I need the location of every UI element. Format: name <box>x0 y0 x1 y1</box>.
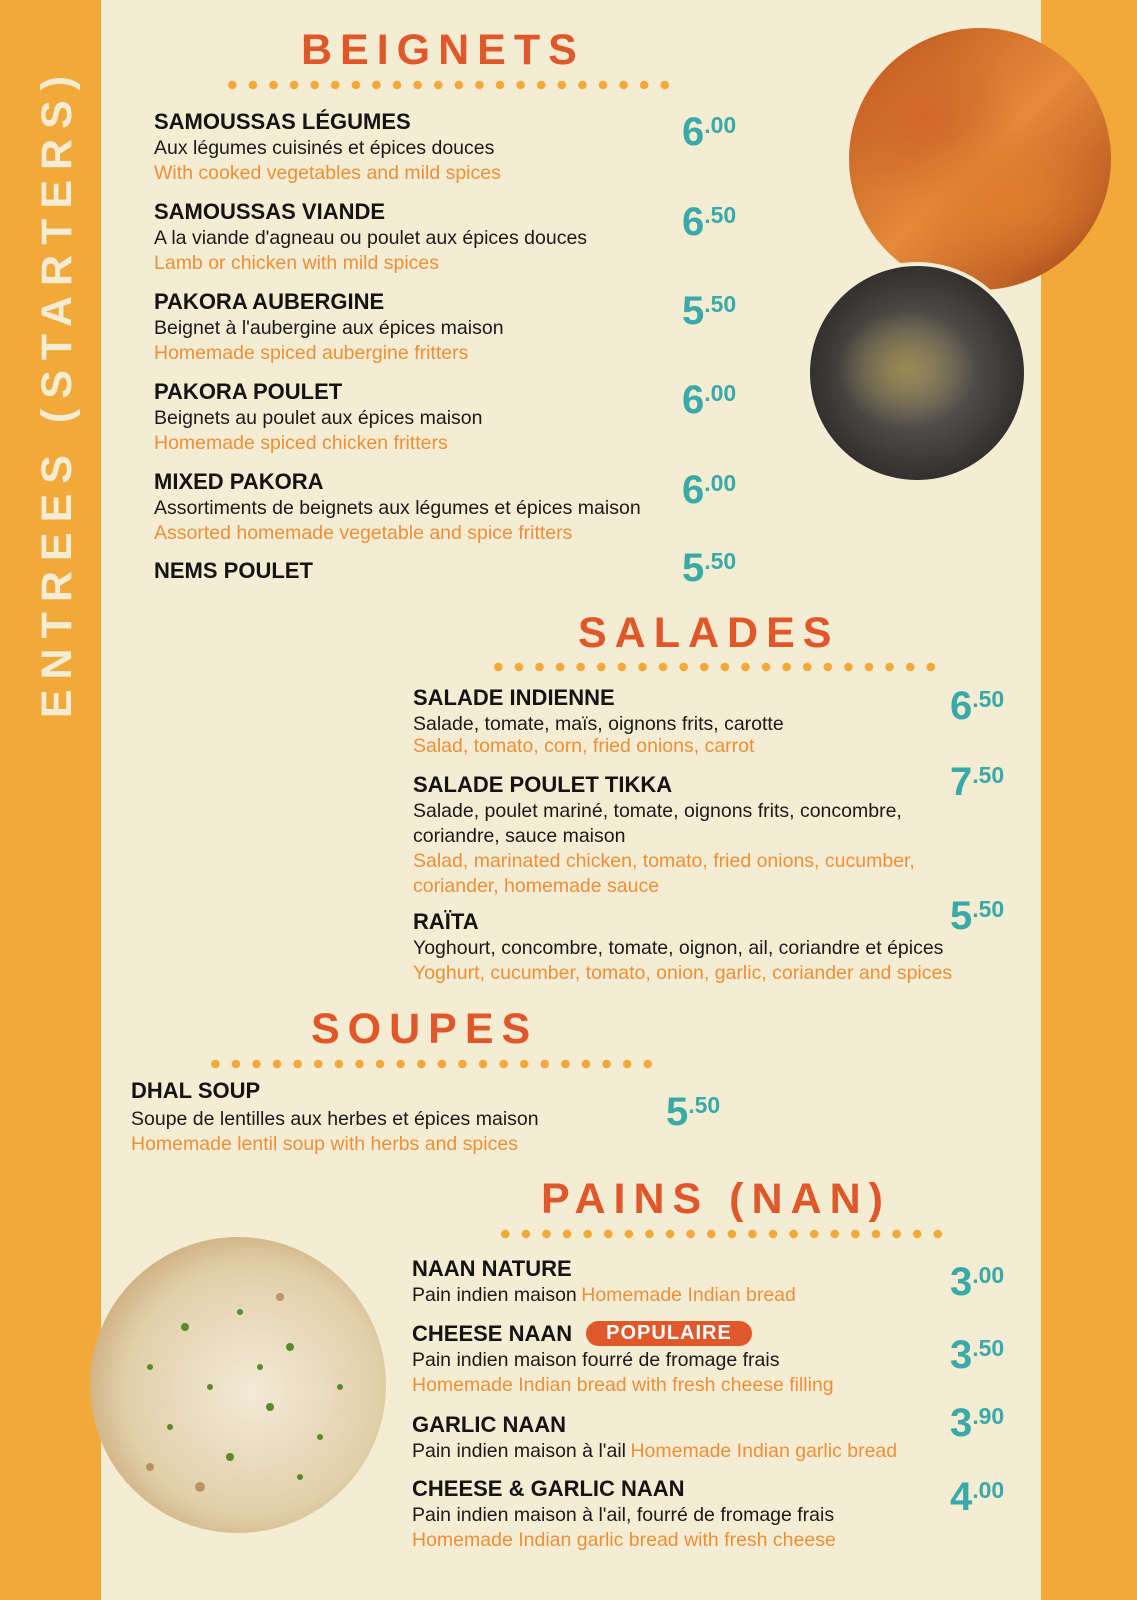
item-desc-en: Homemade Indian bread <box>581 1284 796 1306</box>
item-name: PAKORA POULET <box>154 379 343 404</box>
item-price: 6.00 <box>682 468 737 512</box>
menu-item <box>154 108 501 186</box>
menu-item <box>154 378 482 456</box>
item-name: DHAL SOUP <box>131 1078 261 1103</box>
item-desc-en-line2: coriander, homemade sauce <box>413 875 660 897</box>
item-name: CHEESE NAAN <box>412 1321 573 1346</box>
menu-item <box>154 557 313 585</box>
menu-item <box>412 1320 834 1398</box>
item-price: 4.00 <box>950 1475 1005 1519</box>
samosa-photo <box>806 262 1028 484</box>
item-desc-fr: Aux légumes cuisinés et épices douces <box>154 137 495 159</box>
menu-item <box>412 1475 836 1553</box>
item-desc-en: Homemade spiced aubergine fritters <box>154 342 469 364</box>
item-desc-fr: Pain indien maison à l'ail, fourré de fromage frais <box>412 1504 835 1526</box>
menu-item <box>413 684 784 759</box>
item-price: 5.50 <box>950 894 1005 938</box>
item-name: SAMOUSSAS VIANDE <box>154 199 386 224</box>
naan-photo <box>90 1237 386 1533</box>
menu-item <box>154 198 587 276</box>
menu-item <box>131 1077 539 1157</box>
item-price: 3.00 <box>950 1260 1005 1304</box>
item-name: MIXED PAKORA <box>154 469 324 494</box>
item-desc-fr: Beignet à l'aubergine aux épices maison <box>154 317 504 339</box>
naan-herbs <box>90 1237 386 1533</box>
item-price: 5.50 <box>682 546 737 590</box>
item-desc-en: Lamb or chicken with mild spices <box>154 252 440 274</box>
section-title-pains: PAINS (NAN) <box>541 1175 891 1223</box>
divider-salades <box>488 662 938 672</box>
item-desc-fr: Pain indien maison à l'ail <box>412 1440 627 1462</box>
item-price: 5.50 <box>682 289 737 333</box>
item-desc-fr: Salade, tomate, maïs, oignons frits, carotte <box>413 713 784 735</box>
section-title-beignets: BEIGNETS <box>301 26 585 74</box>
item-desc-fr: Assortiments de beignets aux légumes et épices maison <box>154 497 641 519</box>
item-price: 6.50 <box>682 200 737 244</box>
item-desc-fr: Soupe de lentilles aux herbes et épices maison <box>131 1108 539 1130</box>
item-desc-fr: Yoghourt, concombre, tomate, oignon, ail, coriandre et épices <box>413 937 944 959</box>
item-price: 7.50 <box>950 760 1005 804</box>
item-name: SALADE INDIENNE <box>413 685 615 710</box>
item-price: 3.50 <box>950 1333 1005 1377</box>
item-name: CHEESE & GARLIC NAAN <box>412 1476 685 1501</box>
item-name: NEMS POULET <box>154 558 313 583</box>
item-price: 6.00 <box>682 110 737 154</box>
item-name: PAKORA AUBERGINE <box>154 289 385 314</box>
item-desc-en: Assorted homemade vegetable and spice fritters <box>154 522 573 544</box>
item-name: SALADE POULET TIKKA <box>413 772 673 797</box>
item-desc-fr: Pain indien maison fourré de fromage frais <box>412 1349 780 1371</box>
item-desc-fr: Beignets au poulet aux épices maison <box>154 407 483 429</box>
side-label: ENTREES (STARTERS) <box>33 65 81 719</box>
divider-beignets <box>222 80 672 90</box>
item-desc-en: Homemade Indian garlic bread with fresh cheese <box>412 1529 836 1551</box>
item-desc-fr: Pain indien maison <box>412 1284 577 1306</box>
item-desc-en: Homemade Indian garlic bread <box>630 1440 898 1462</box>
item-desc-en: Homemade spiced chicken fritters <box>154 432 448 454</box>
item-desc-en: Yoghurt, cucumber, tomato, onion, garlic, coriander and spices <box>413 962 953 984</box>
item-desc-fr: Salade, poulet mariné, tomate, oignons frits, concombre, <box>413 800 902 822</box>
section-title-soupes: SOUPES <box>311 1005 539 1053</box>
item-desc-en: Homemade lentil soup with herbs and spices <box>131 1133 518 1155</box>
menu-item <box>412 1411 897 1464</box>
menu-item <box>413 908 952 986</box>
item-price: 6.00 <box>682 378 737 422</box>
divider-pains <box>495 1229 945 1239</box>
item-desc-en: With cooked vegetables and mild spices <box>154 162 501 184</box>
item-price: 6.50 <box>950 684 1005 728</box>
item-desc-en: Salad, marinated chicken, tomato, fried onions, cucumber, <box>413 850 915 872</box>
item-name: SAMOUSSAS LÉGUMES <box>154 109 411 134</box>
item-name: NAAN NATURE <box>412 1256 572 1281</box>
item-desc-en: Homemade Indian bread with fresh cheese filling <box>412 1374 834 1396</box>
item-price: 3.90 <box>950 1401 1005 1445</box>
item-desc-en: Salad, tomato, corn, fried onions, carrot <box>413 735 755 757</box>
menu-item <box>413 771 915 899</box>
section-title-salades: SALADES <box>578 609 840 657</box>
menu-item <box>412 1255 796 1308</box>
item-desc-fr: A la viande d'agneau ou poulet aux épices douces <box>154 227 588 249</box>
divider-soupes <box>205 1059 655 1069</box>
item-name: RAÏTA <box>413 909 479 934</box>
item-price: 5.50 <box>666 1090 721 1134</box>
menu-item <box>154 288 504 366</box>
fritters-photo <box>849 28 1111 290</box>
popular-badge: POPULAIRE <box>586 1321 752 1346</box>
item-name: GARLIC NAAN <box>412 1412 566 1437</box>
item-desc-fr-line2: coriandre, sauce maison <box>413 825 626 847</box>
menu-item <box>154 468 641 546</box>
